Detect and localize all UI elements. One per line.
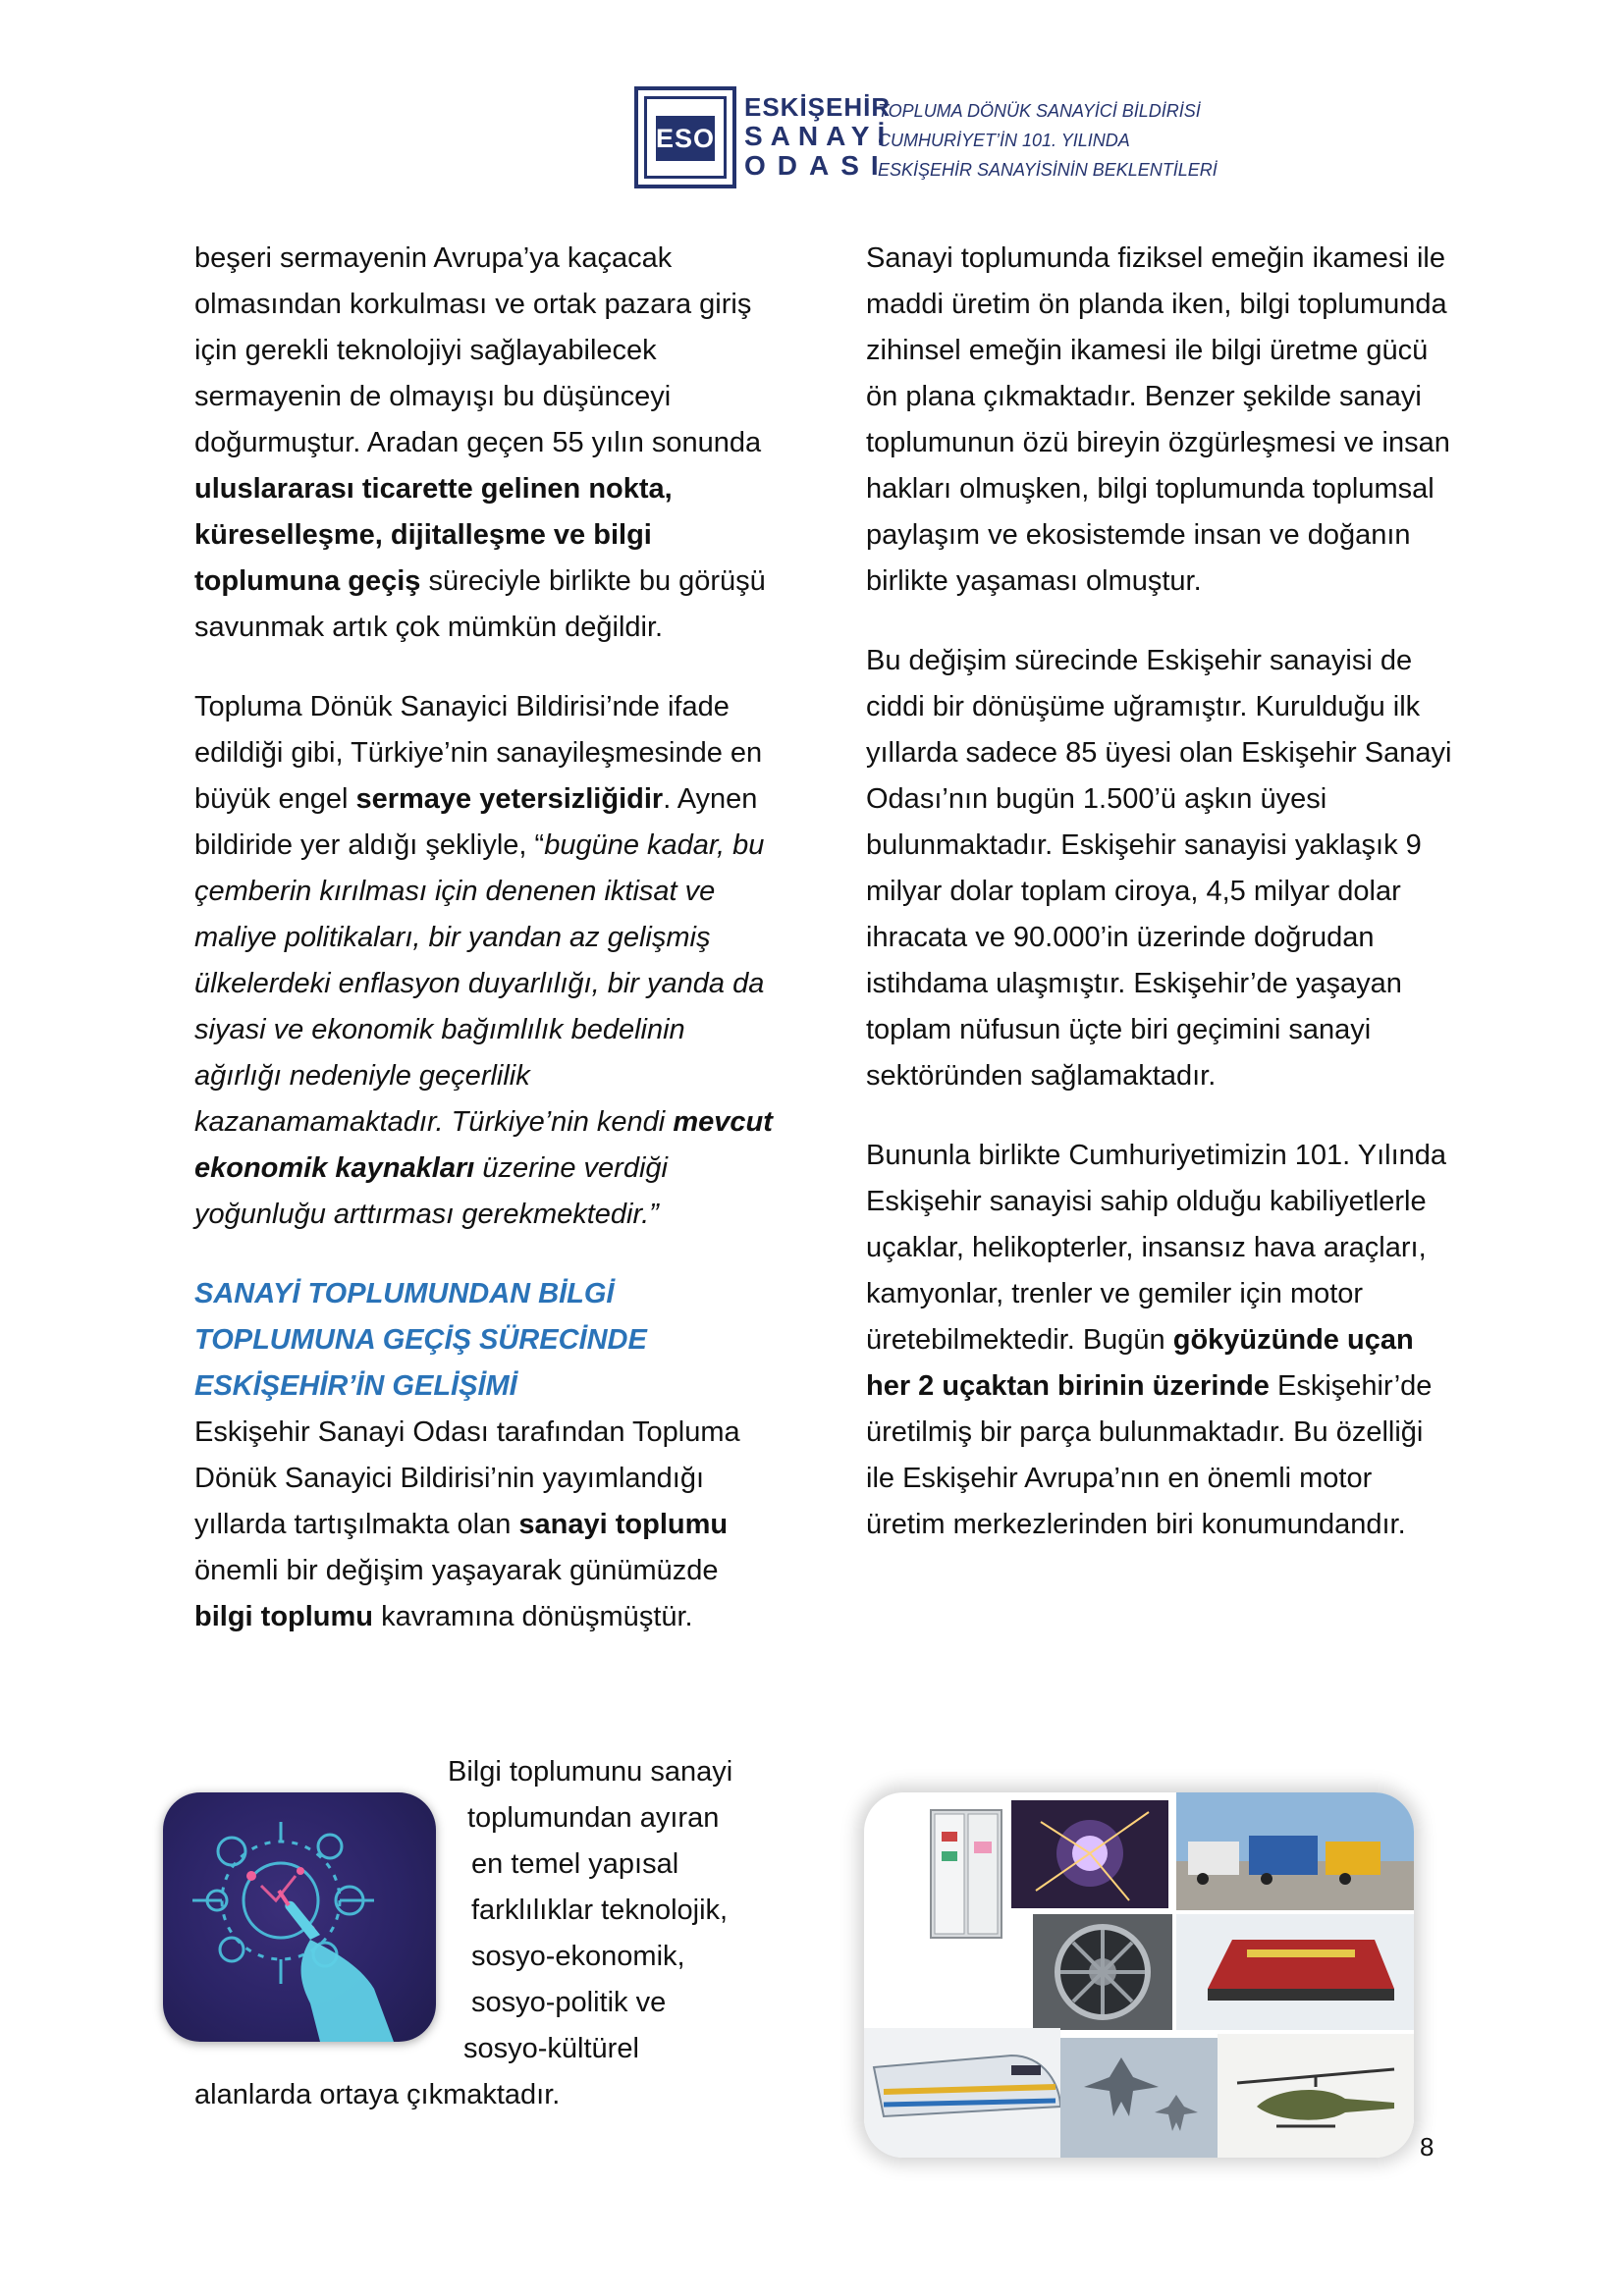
- text-run: süreciyle birlikte bu görüşü savunmak artık çok mümkün değildir.: [194, 565, 766, 643]
- text-run: beşeri sermayenin Avrupa’ya kaçacak olmasından korkulması ve ortak pazara giriş için gerekli teknolojiyi sağlayabilecek sermayenin de olmayışı bu düşünceyi doğurmuştur. Aradan geçen 55 yılın sonunda: [194, 242, 762, 458]
- header-line-3: ESKİŞEHİR SANAYİSİNİN BEKLENTİLERİ: [878, 160, 1218, 180]
- bold-run: uluslararası ticarette gelinen nokta, küreselleşme, dijitalleşme ve bilgi toplumuna geçiş: [194, 473, 673, 597]
- eso-logo-wordmark: [744, 92, 893, 181]
- page-header: [634, 86, 1322, 196]
- fighter-jets-icon: [1060, 2038, 1218, 2158]
- left-paragraph-1: [194, 236, 774, 651]
- left-column: [194, 236, 774, 1640]
- right-paragraph-1: Sanayi toplumunda fiziksel emeğin ikamesi ile maddi üretim ön planda iken, bilgi toplumunda zihinsel emeğin ikamesi ile bilgi üretme gücü ön plana çıkmaktadır. Benzer şekilde sanayi toplumunun özü bireyin özgürleşmesi ve insan hakları olmuşken, bilgi toplumunda toplumsal paylaşım ve ekosistemde insan ve doğanın birlikte yaşaması olmuştur.: [866, 242, 1450, 597]
- locomotive-icon: [1176, 1914, 1414, 2030]
- robot-hand-gears-icon: [163, 1792, 436, 2042]
- welding-sparks-icon: [1011, 1800, 1168, 1908]
- wrapped-line: en temel yapısal: [471, 1848, 679, 1880]
- bold-italic-run: mevcut ekonomik kaynakları: [194, 1106, 773, 1184]
- trucks-icon: [1176, 1792, 1414, 1910]
- text-run: Eskişehir Sanayi Odası tarafından Topluma Dönük Sanayici Bildirisi’nin yayımlandığı yıllarda tartışılmakta olan: [194, 1416, 740, 1540]
- bold-run: gökyüzünde uçan her 2 uçaktan birinin üzerinde: [866, 1324, 1414, 1402]
- refrigerator-icon: [931, 1810, 1001, 1938]
- wrapped-line: sosyo-ekonomik,: [471, 1941, 685, 1972]
- text-run: Topluma Dönük Sanayici Bildirisi’nde ifade edildiği gibi, Türkiye’nin sanayileşmesinde en büyük engel: [194, 691, 763, 815]
- italic-quote-run: üzerine verdiği yoğunluğu arttırması gerekmektedir.”: [194, 1152, 668, 1230]
- left-paragraph-2: [194, 684, 774, 1238]
- logo-word-1: ESKİŞEHİR: [744, 92, 892, 122]
- digital-transformation-illustration: [163, 1792, 436, 2042]
- wrapped-line: sosyo-politik ve: [471, 1987, 667, 2018]
- section-heading: SANAYİ TOPLUMUNDAN BİLGİ TOPLUMUNA GEÇİŞ SÜRECİNDE ESKİŞEHİR’İN GELİŞİMİ: [194, 1278, 647, 1402]
- bold-run: sanayi toplumu: [518, 1509, 729, 1540]
- text-run: . Aynen bildiride yer aldığı şekliyle, “: [194, 783, 758, 861]
- helicopter-icon: [1218, 2034, 1414, 2158]
- text-run: kavramına dönüşmüştür.: [373, 1601, 693, 1632]
- eso-logo-frame: [634, 86, 736, 188]
- header-line-1: TOPLUMA DÖNÜK SANAYİCİ BİLDİRİSİ: [878, 101, 1201, 121]
- wrapped-line: toplumundan ayıran: [467, 1802, 720, 1834]
- header-title-lines: [878, 96, 1329, 185]
- italic-quote-run: bugüne kadar, bu çemberin kırılması için denenen iktisat ve maliye politikaları, bir yandan az gelişmiş ülkelerdeki enflasyon duyarlılığı, bir yanda da siyasi ve ekonomik bağımlılık bedelinin ağırlığı nedeniyle geçerlilik kazanamamaktadır. Türkiye’nin kendi: [194, 829, 765, 1138]
- wrapped-line-last: alanlarda ortaya çıkmaktadır.: [194, 2079, 561, 2110]
- right-paragraph-3: [866, 1133, 1455, 1548]
- right-column: [866, 236, 1455, 1548]
- wrapped-line: sosyo-kültürel: [463, 2033, 639, 2064]
- jet-engine-icon: [1033, 1914, 1172, 2030]
- industry-products-collage: [864, 1792, 1414, 2158]
- left-paragraph-3: [194, 1410, 774, 1640]
- bold-run: bilgi toplumu: [194, 1601, 374, 1632]
- page-number: 8: [1420, 2132, 1435, 2162]
- text-run: Eskişehir’de üretilmiş bir parça bulunmaktadır. Bu özelliği ile Eskişehir Avrupa’nın en önemli motor üretim merkezlerinden biri konumundandır.: [866, 1370, 1433, 1540]
- wrapped-line: Bilgi toplumunu sanayi: [448, 1756, 733, 1788]
- text-run: önemli bir değişim yaşayarak günümüzde: [194, 1555, 719, 1586]
- logo-word-3: ODASI: [744, 150, 891, 181]
- logo-word-2: SANAYİ: [744, 121, 893, 151]
- wrapped-line: farklılıklar teknolojik,: [471, 1895, 729, 1926]
- eso-logo-box: ESO: [656, 116, 715, 161]
- bold-run: sermaye yetersizliğidir: [355, 783, 664, 815]
- collage-images: [864, 1792, 1414, 2158]
- header-line-2: CUMHURİYET’İN 101. YILINDA: [878, 131, 1130, 150]
- text-run: Bununla birlikte Cumhuriyetimizin 101. Yılında Eskişehir sanayisi sahip olduğu kabiliyetlerle uçaklar, helikopterler, insansız hava araçları, kamyonlar, trenler ve gemiler için motor üretebilmektedir. Bugün: [866, 1140, 1447, 1356]
- right-paragraph-2: Bu değişim sürecinde Eskişehir sanayisi de ciddi bir dönüşüme uğramıştır. Kurulduğu ilk yıllarda sadece 85 üyesi olan Eskişehir Sanayi Odası’nın bugün 1.500’ü aşkın üyesi bulunmaktadır. Eskişehir sanayisi yaklaşık 9 milyar dolar toplam ciroya, 4,5 milyar dolar ihracata ve 90.000’in üzerinde doğrudan istihdama ulaşmıştır. Eskişehir’de yaşayan toplam nüfusun üçte biri geçimini sanayi sektöründen sağlamaktadır.: [866, 645, 1452, 1092]
- high-speed-train-icon: [864, 2028, 1060, 2158]
